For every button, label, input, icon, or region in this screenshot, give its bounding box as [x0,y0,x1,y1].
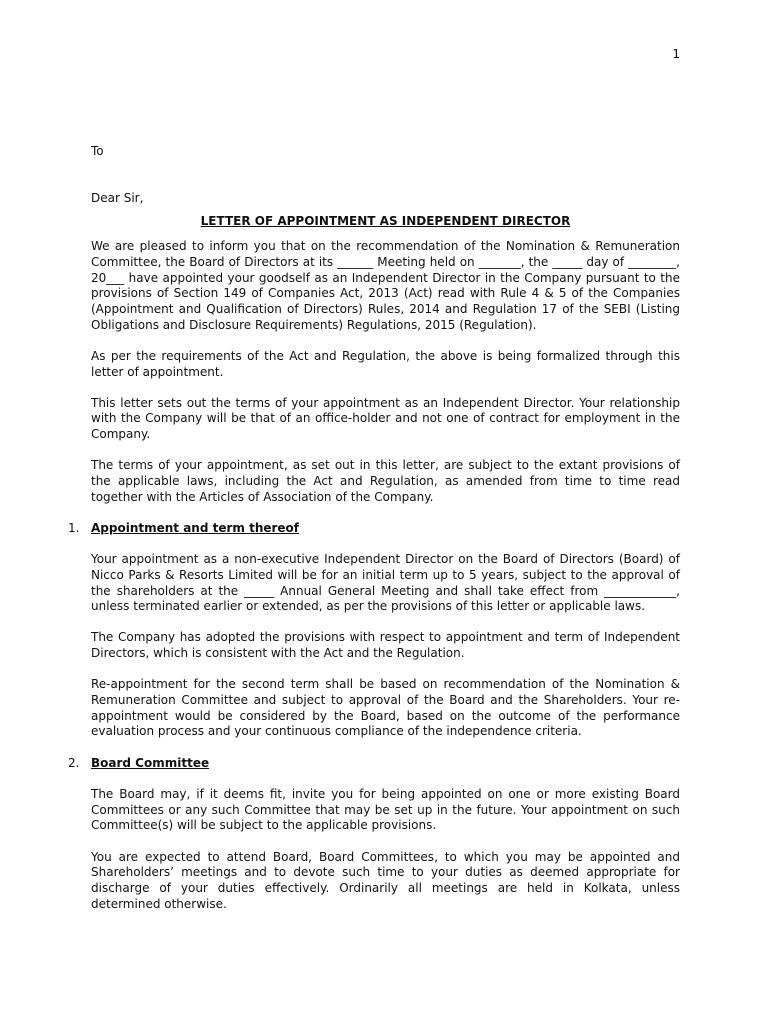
section-paragraph: Your appointment as a non-executive Independent Director on the Board of Directors (Board) of Nicco Parks & Resorts Limited will be for an initial term up to 5 years, subject to the approval of the shareholders at the _____ Annual General Meeting and shall take effect from ____________, unless terminated earlier or extended, as per the provisions of this letter or applicable laws. [91,552,680,614]
section-heading-board-committee [68,755,680,772]
section-paragraph: You are expected to attend Board, Board Committees, to which you may be appointed and Shareholders’ meetings and to devote such time to your duties as deemed appropriate for discharge of your duties effectively. Ordinarily all meetings are held in Kolkata, unless determined otherwise. [91,849,680,911]
page-number: 1 [672,47,680,61]
section-title: Appointment and term thereof [91,520,300,535]
section-heading-appointment [68,520,680,537]
section-paragraph: The Board may, if it deems fit, invite you for being appointed on one or more existing Board Committees or any such Committee that may be set up in the future. Your appointment on such Committee(s) will be subject to the applicable provisions. [91,786,680,833]
intro-paragraph: As per the requirements of the Act and Regulation, the above is being formalized through this letter of appointment. [91,348,680,379]
section-number: 1. [68,520,80,535]
section-title: Board Committee [91,755,210,770]
section-paragraph: Re-appointment for the second term shall be based on recommendation of the Nomination & Remuneration Committee and subject to approval of the Board and the Shareholders. Your re-appointment would be considered by the Board, based on the outcome of the performance evaluation process and your continuous compliance of the independence criteria. [91,677,680,739]
salutation: Dear Sir, [91,190,144,205]
section-number: 2. [68,755,80,770]
intro-paragraph: The terms of your appointment, as set out in this letter, are subject to the extant provisions of the applicable laws, including the Act and Regulation, as amended from time to time read together with the Articles of Association of the Company. [91,458,680,504]
intro-paragraph: We are pleased to inform you that on the recommendation of the Nomination & Remuneration Committee, the Board of Directors at its ______ Meeting held on _______, the _____ day of ________, 20___ have appointed your goodself as an Independent Director in the Company pursuant to the provisions of Section 149 of Companies Act, 2013 (Act) read with Rule 4 & 5 of the Companies (Appointment and Qualification of Directors) Rules, 2014 and Regulation 17 of the SEBI (Listing Obligations and Disclosure Requirements) Regulations, 2015 (Regulation). [91,239,680,332]
section-paragraph: The Company has adopted the provisions with respect to appointment and term of Independent Directors, which is consistent with the Act and the Regulation. [91,630,680,661]
letter-body [68,144,680,928]
intro-paragraph: This letter sets out the terms of your appointment as an Independent Director. Your relationship with the Company will be that of an office-holder and not one of contract for employment in the Company. [91,395,680,442]
addressee-line: To [91,144,104,158]
letter-title: LETTER OF APPOINTMENT AS INDEPENDENT DIRECTOR [200,214,571,229]
